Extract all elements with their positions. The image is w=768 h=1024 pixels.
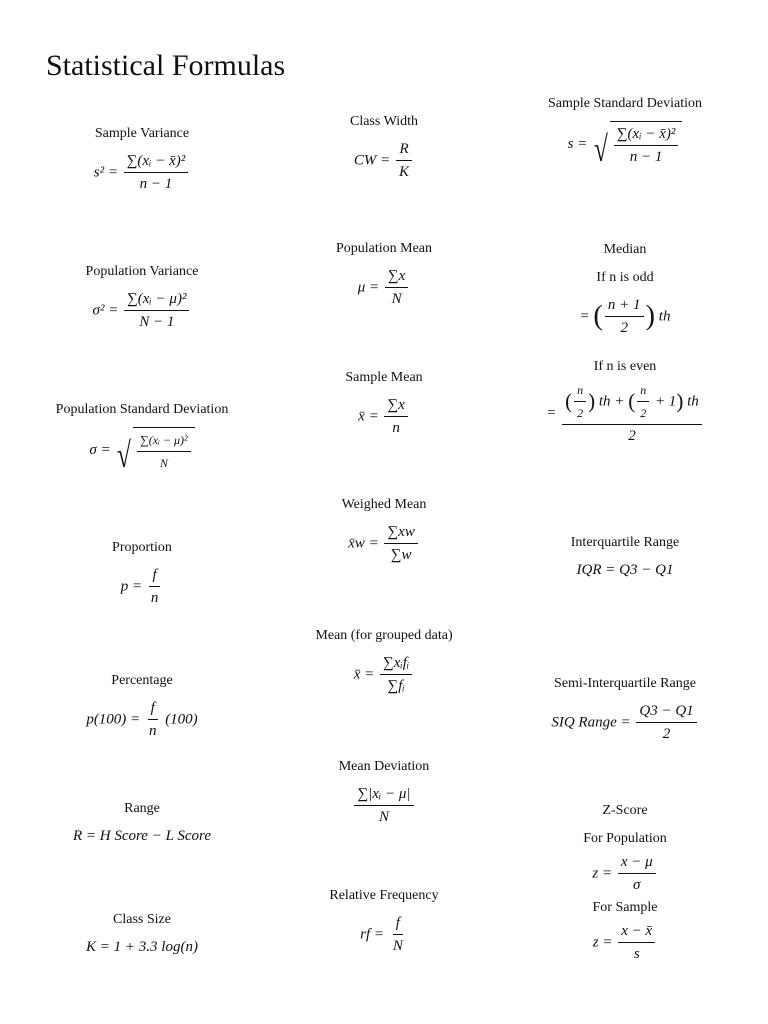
- formula-label: Population Mean: [335, 241, 433, 256]
- formula-label: Percentage: [111, 673, 173, 688]
- formula-label: Mean (for grouped data): [315, 628, 453, 643]
- mean-grouped-formula: [264, 627, 504, 696]
- formula-expression: p(100) = $\frac{f}{n}$ (100): [86, 700, 198, 739]
- percentage-formula: [22, 672, 262, 741]
- z-score-formula: [505, 802, 745, 964]
- class-width-formula: [264, 113, 504, 182]
- formula-expression: R = H Score − L Score: [72, 828, 211, 844]
- median-odd-expression: = ( $\frac{n + 1}{2}$ ) th: [579, 297, 671, 336]
- formula-label: Interquartile Range: [570, 535, 680, 550]
- formula-label: Proportion: [112, 540, 172, 555]
- formula-expression: CW = $\frac{R}{K}$: [264, 139, 504, 182]
- median-formula: [505, 241, 745, 446]
- formula-expression: s² = $\frac{\text{∑(xᵢ − x̄)²}}{n - 1}$: [22, 151, 262, 194]
- formula-label: Sample Standard Deviation: [548, 96, 702, 111]
- median-even-label: If n is even: [593, 359, 657, 374]
- formula-expression: IQR = Q3 − Q1: [576, 562, 674, 578]
- formula-label: Sample Variance: [94, 126, 190, 141]
- z-score-sample-expression: z = $\frac{x - x̄}{s}$: [505, 921, 745, 964]
- formula-label: Population Standard Deviation: [55, 402, 229, 417]
- class-size-formula: [22, 911, 262, 957]
- formula-expression: σ = √ $\frac{\text{∑(xᵢ − μ)²}}{N}$: [22, 427, 262, 473]
- z-score-population-label: For Population: [583, 831, 667, 846]
- interquartile-range-formula: [505, 534, 745, 580]
- formula-label: Weighed Mean: [341, 497, 427, 512]
- formula-label: Population Variance: [85, 264, 199, 279]
- z-score-population-expression: z = $\frac{x - \mu}{\sigma}$: [505, 852, 745, 895]
- relative-frequency-formula: [264, 887, 504, 956]
- sample-variance-formula: [22, 125, 262, 194]
- population-variance-formula: [22, 263, 262, 332]
- formula-expression: K = 1 + 3.3 log(n): [86, 939, 198, 955]
- page-title: Statistical Formulas: [46, 49, 286, 82]
- formula-label: Class Size: [113, 912, 171, 927]
- sample-mean-formula: [264, 369, 504, 438]
- formula-expression: SIQ Range = $\frac{Q3 - Q1}{2}$: [505, 701, 745, 744]
- formula-expression: x̄ = $\frac{\text{∑xᵢfᵢ}}{\text{∑fᵢ}}$: [264, 653, 504, 696]
- formula-label: Range: [124, 801, 160, 816]
- proportion-formula: [22, 539, 262, 608]
- semi-iqr-formula: [505, 675, 745, 744]
- formula-expression: $\frac{\text{∑|xᵢ − μ|}}{N}$: [264, 784, 504, 827]
- formula-label: Mean Deviation: [338, 759, 430, 774]
- median-odd-label: If n is odd: [596, 270, 654, 285]
- formula-expression: p = $\frac{f}{n}$: [120, 567, 159, 606]
- formula-expression: rf = $\frac{f}{N}$: [360, 915, 403, 954]
- population-mean-formula: [264, 240, 504, 309]
- mean-deviation-formula: [264, 758, 504, 827]
- formula-expression: s = √ $\frac{\text{∑(xᵢ − x̄)²}}{n - 1}$: [505, 121, 745, 167]
- formula-label: Z-Score: [602, 803, 648, 818]
- formula-label: Relative Frequency: [329, 888, 439, 903]
- sample-sd-formula: [505, 95, 745, 167]
- range-formula: [22, 800, 262, 846]
- formula-expression: μ = $\frac{\sum x}{N}$: [264, 266, 504, 309]
- z-score-sample-label: For Sample: [592, 900, 658, 915]
- formula-label: Sample Mean: [345, 370, 423, 385]
- formula-label: Median: [603, 242, 647, 257]
- median-even-expression: = ( $\frac{n}{2}$ ) th + ( $\frac{n}{2}$ + 1) th 2: [505, 380, 745, 446]
- formula-expression: x̄ = $\frac{\sum x}{n}$: [264, 395, 504, 438]
- formula-expression: σ² = $\frac{\text{∑(xᵢ − μ)²}}{N - 1}$: [22, 289, 262, 332]
- population-sd-formula: [22, 401, 262, 473]
- formula-label: Class Width: [349, 114, 419, 129]
- formula-expression: x̄w = $\frac{\sum xw}{\sum w}$: [264, 522, 504, 565]
- formula-label: Semi-Interquartile Range: [554, 676, 696, 691]
- weighed-mean-formula: [264, 496, 504, 565]
